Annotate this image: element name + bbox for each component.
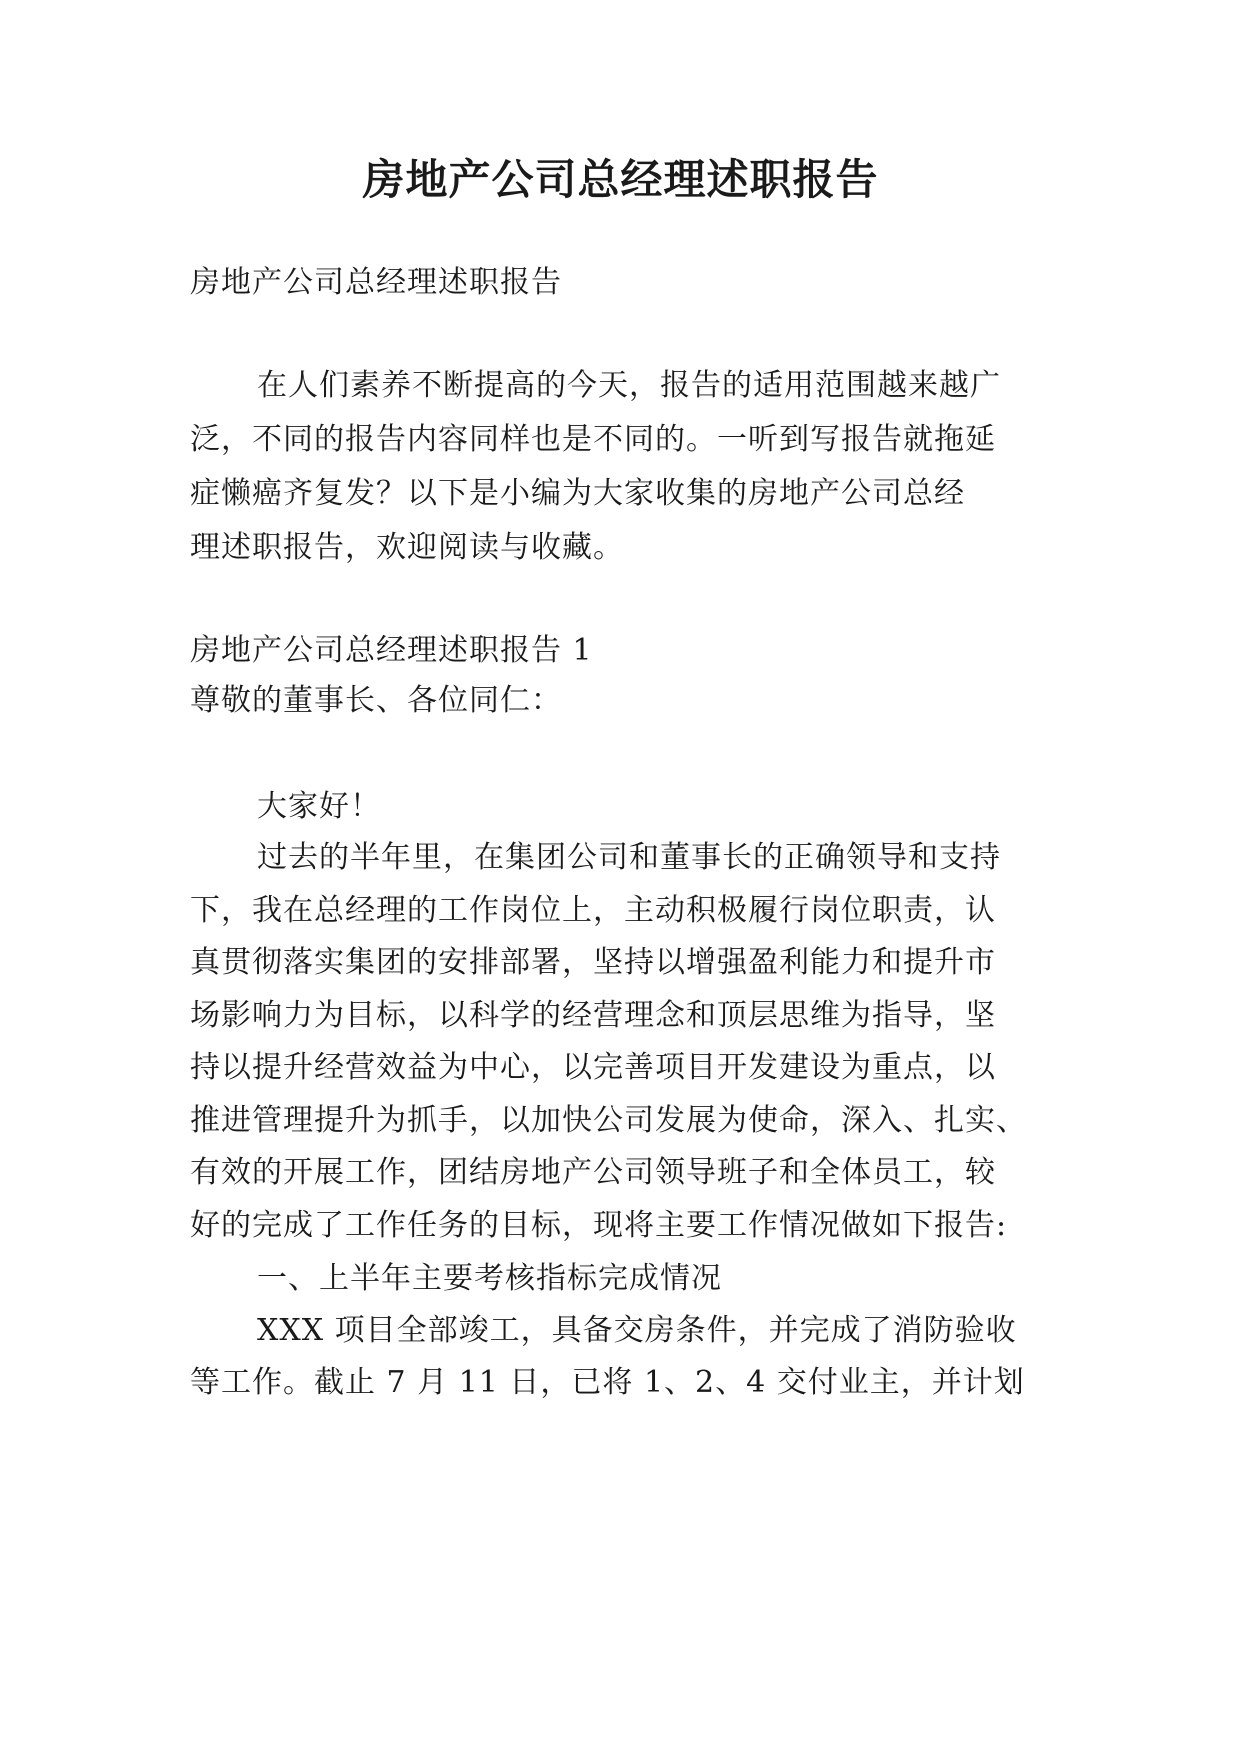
subtitle-line: 房地产公司总经理述职报告 bbox=[190, 265, 562, 300]
section-heading: 一、上半年主要考核指标完成情况 bbox=[257, 1261, 722, 1296]
paragraph-line: 真贯彻落实集团的安排部署，坚持以增强盈利能力和提升市 bbox=[190, 945, 996, 980]
document-title: 房地产公司总经理述职报告 bbox=[362, 155, 879, 204]
paragraph-line: 有效的开展工作，团结房地产公司领导班子和全体员工，较 bbox=[190, 1155, 996, 1190]
paragraph-line: 泛，不同的报告内容同样也是不同的。一听到写报告就拖延 bbox=[190, 422, 996, 457]
paragraph-line: 等工作。截止 7 月 11 日，已将 1、2、4 交付业主，并计划 bbox=[190, 1365, 1025, 1400]
paragraph-line: 症懒癌齐复发？以下是小编为大家收集的房地产公司总经 bbox=[190, 476, 965, 511]
paragraph-line: 在人们素养不断提高的今天，报告的适用范围越来越广 bbox=[257, 368, 1001, 403]
greeting-line: 大家好！ bbox=[257, 789, 381, 824]
salutation-line: 尊敬的董事长、各位同仁： bbox=[190, 683, 562, 718]
paragraph-line: 场影响力为目标，以科学的经营理念和顶层思维为指导，坚 bbox=[190, 998, 996, 1033]
paragraph-line: XXX 项目全部竣工，具备交房条件，并完成了消防验收 bbox=[257, 1313, 1017, 1348]
paragraph-line: 持以提升经营效益为中心，以完善项目开发建设为重点，以 bbox=[190, 1050, 996, 1085]
paragraph-line: 理述职报告，欢迎阅读与收藏。 bbox=[190, 530, 624, 565]
section-heading: 房地产公司总经理述职报告 1 bbox=[190, 633, 593, 668]
paragraph-line: 好的完成了工作任务的目标，现将主要工作情况做如下报告: bbox=[190, 1208, 1008, 1243]
paragraph-line: 推进管理提升为抓手，以加快公司发展为使命，深入、扎实、 bbox=[190, 1103, 1027, 1138]
paragraph-line: 过去的半年里，在集团公司和董事长的正确领导和支持 bbox=[257, 840, 1001, 875]
paragraph-line: 下，我在总经理的工作岗位上，主动积极履行岗位职责，认 bbox=[190, 893, 996, 928]
